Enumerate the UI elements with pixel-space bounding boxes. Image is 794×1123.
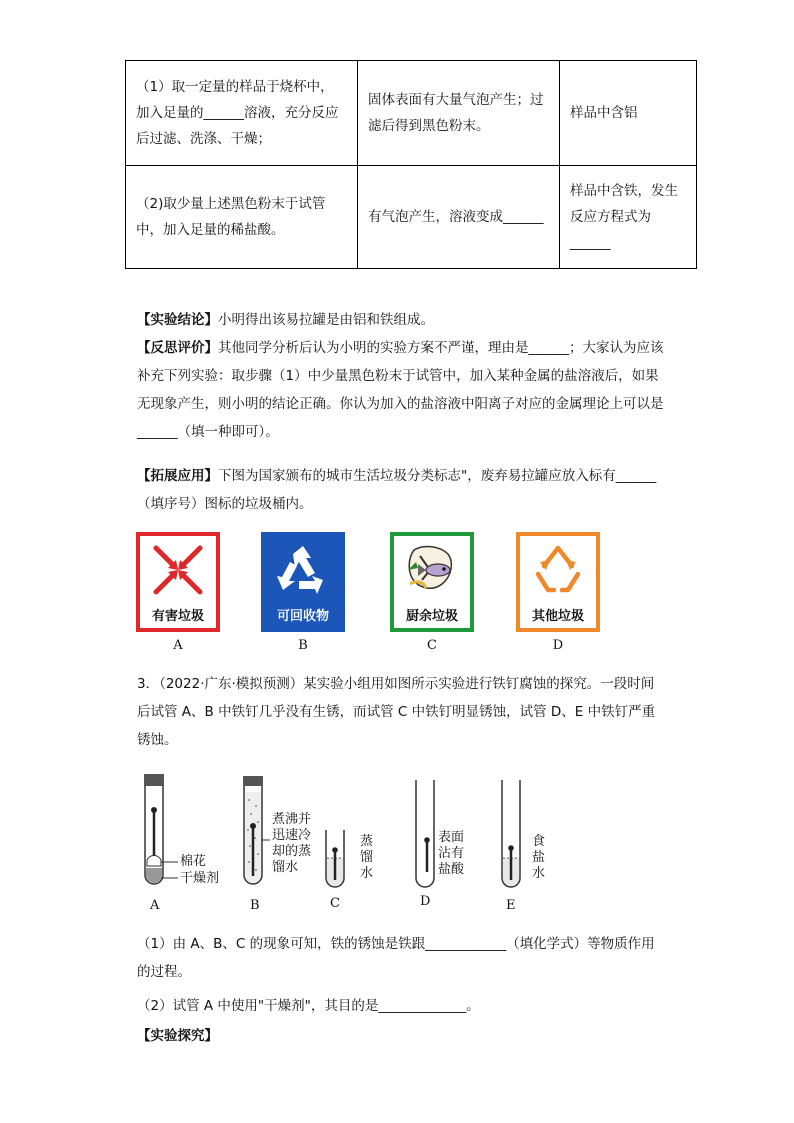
section-label: 【实验结论】 [137, 312, 218, 328]
question-3-stem: 3．（2022·广东·模拟预测）某实验小组用如图所示实验进行铁钉腐蚀的探究。一段时间后试管 A、B 中铁钉几乎没有生锈，而试管 C 中铁钉明显锈蚀，试管 D、E 中铁钉严重锈蚀。 [137, 676, 656, 748]
boiled-water-label: 煮沸并迅速冷却的蒸馏水 [272, 812, 312, 875]
tube-c [326, 830, 344, 887]
sign-c [390, 532, 474, 653]
recycle-icon [271, 540, 335, 600]
phenomenon-cell: 有气泡产生，溶液变成______ [358, 166, 560, 269]
tube-letter: E [506, 898, 516, 913]
step-cell: （1）取一定量的样品于烧杯中，加入足量的______溶液，充分反应后过滤、洗涤、干燥； [126, 61, 358, 166]
conclusion-cell: 样品中含铝 [560, 61, 697, 166]
sign-b [261, 532, 345, 653]
section-label: 【反思评价】 [137, 340, 218, 356]
tube-letter: D [420, 894, 431, 909]
tube-a [144, 774, 178, 884]
table-row [126, 166, 697, 269]
hazard-arrows-icon [146, 540, 210, 600]
sign-label: 厨余垃圾 [405, 609, 458, 624]
conclusion-text: 小明得出该易拉罐是由铝和铁组成。 [218, 312, 434, 328]
tube-b [243, 776, 270, 884]
sign-frame [136, 532, 220, 632]
tube-letter: B [250, 898, 260, 913]
sign-letter: C [427, 638, 437, 653]
cotton-label: 棉花 [180, 854, 207, 869]
distilled-water-label: 蒸馏水 [360, 834, 374, 881]
sign-label: 其他垃圾 [531, 609, 584, 624]
sign-frame [516, 532, 600, 632]
question-3-part-2: （2）试管 A 中使用"干燥剂"，其目的是_____________。 [137, 998, 480, 1014]
experiment-explore-heading: 【实验探究】 [137, 1028, 218, 1044]
application-paragraph [137, 462, 667, 518]
experiment-table [125, 60, 697, 269]
tube-letter: A [150, 898, 160, 913]
sign-label: 可回收物 [276, 609, 329, 624]
evaluation-text: 其他同学分析后认为小明的实验方案不严谨，理由是______；大家认为应该补充下列实验：取步骤（1）中少量黑色粉末于试管中，加入某种金属的盐溶液后，如果无现象产生，则小明的结论正确。你认为加入的盐溶液中阳离子对应的金属理论上可以是______（填一种即可）。 [137, 340, 664, 440]
test-tubes-drawing [130, 770, 550, 920]
conclusion-paragraph [137, 306, 667, 334]
table-row [126, 61, 697, 166]
sign-letter: B [298, 638, 308, 653]
step-cell: （2)取少量上述黑色粉末于试管中，加入足量的稀盐酸。 [126, 166, 358, 269]
sign-a [136, 532, 220, 653]
section-label: 【拓展应用】 [137, 468, 218, 484]
phenomenon-cell: 固体表面有大量气泡产生；过滤后得到黑色粉末。 [358, 61, 560, 166]
sign-label: 有害垃圾 [151, 609, 204, 624]
hydrochloric-acid-label: 表面沾有盐酸 [438, 830, 465, 877]
tube-letter: C [330, 896, 340, 911]
sign-frame [261, 532, 345, 632]
salt-water-label: 食盐水 [532, 834, 546, 881]
sign-d [516, 532, 600, 653]
tube-d [416, 780, 434, 887]
evaluation-paragraph [137, 334, 667, 446]
application-text: 下图为国家颁布的城市生活垃圾分类标志"，废弃易拉罐应放入标有______（填序号）图标的垃圾桶内。 [137, 468, 657, 512]
test-tube-figure [130, 770, 550, 920]
sign-letter: D [552, 638, 564, 653]
desiccant-label: 干燥剂 [180, 871, 220, 886]
sign-frame [390, 532, 474, 632]
sign-letter: A [173, 638, 183, 653]
other-waste-icon [526, 540, 590, 600]
conclusion-cell: 样品中含铁，发生反应方程式为______ [560, 166, 697, 269]
question-3-part-1: （1）由 A、B、C 的现象可知，铁的锈蚀是铁跟____________（填化学式）等物质作用的过程。 [137, 936, 655, 980]
food-waste-icon [400, 540, 464, 600]
tube-e [502, 780, 520, 887]
waste-sign-figure [130, 532, 610, 657]
